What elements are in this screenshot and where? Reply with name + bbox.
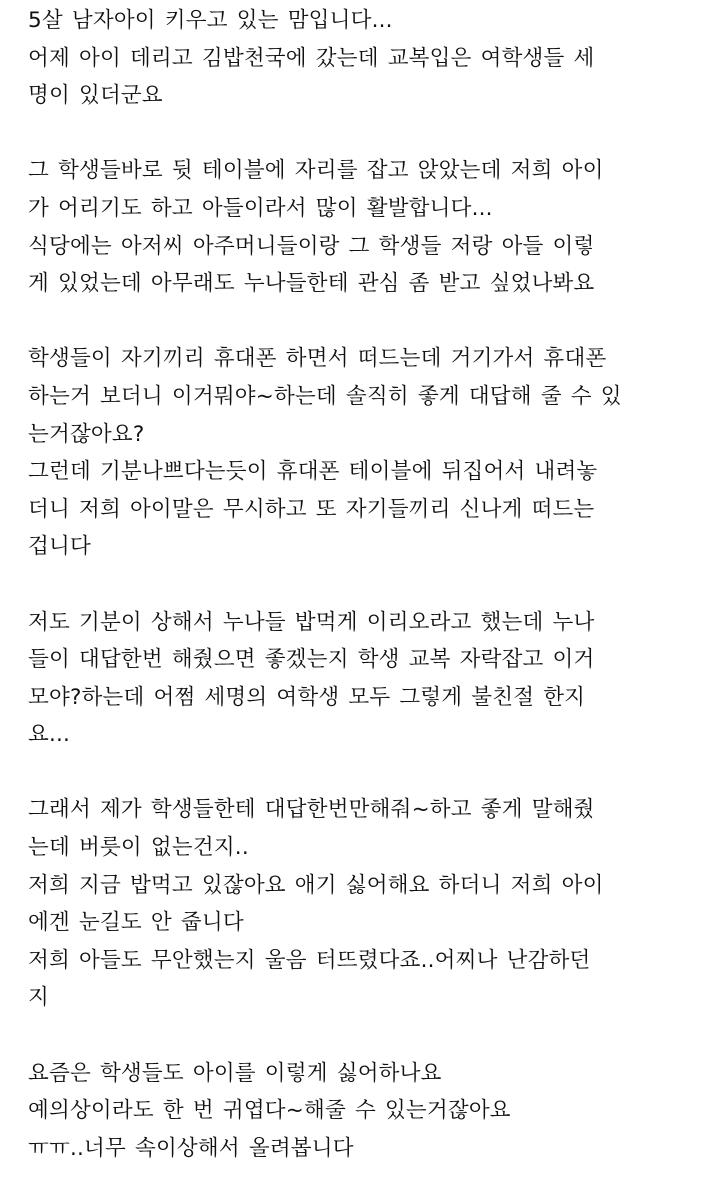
text-line: 지 — [28, 985, 49, 1011]
paragraph-spacer — [28, 754, 708, 792]
paragraph-spacer — [28, 1017, 708, 1055]
text-line: 저도 기분이 상해서 누나들 밥먹게 이리오라고 했는데 누나 — [28, 609, 595, 635]
text-line: 가 어리기도 하고 아들이라서 많이 활발합니다... — [28, 195, 493, 221]
paragraph-request — [28, 791, 708, 1017]
text-line: 는거잖아요? — [28, 421, 145, 447]
paragraph-intro — [28, 2, 708, 115]
text-line: 예의상이라도 한 번 귀엽다~해줄 수 있는거잖아요 — [28, 1098, 511, 1124]
text-line: 식당에는 아저씨 아주머니들이랑 그 학생들 저랑 아들 이렇 — [28, 233, 595, 259]
text-line: 게 있었는데 아무래도 누나들한테 관심 좀 받고 싶었나봐요 — [28, 271, 595, 297]
text-line: 겁니다 — [28, 534, 91, 560]
text-line: 더니 저희 아이말은 무시하고 또 자기들끼리 신나게 떠드는 — [28, 496, 595, 522]
paragraph-phone — [28, 340, 708, 566]
text-line: 명이 있더군요 — [28, 83, 163, 109]
text-line: 그 학생들바로 뒷 테이블에 자리를 잡고 앉았는데 저희 아이 — [28, 158, 604, 184]
paragraph-spacer — [28, 115, 708, 153]
text-line: 하는거 보더니 이거뭐야~하는데 솔직히 좋게 대답해 줄 수 있 — [28, 383, 622, 409]
text-line: 요즘은 학생들도 아이를 이렇게 싫어하나요 — [28, 1060, 442, 1086]
text-line: 5살 남자아이 키우고 있는 맘입니다... — [28, 8, 393, 33]
text-line: 모야?하는데 어쩜 세명의 여학생 모두 그렇게 불친절 한지 — [28, 684, 586, 710]
text-line: 학생들이 자기끼리 휴대폰 하면서 떠드는데 거기가서 휴대폰 — [28, 346, 607, 372]
text-line: ㅠㅠ..너무 속이상해서 올려봅니다 — [28, 1135, 354, 1161]
paragraph-restaurant — [28, 152, 708, 302]
text-line: 그래서 제가 학생들한테 대답한번만해줘~하고 좋게 말해줬 — [28, 797, 595, 823]
text-line: 저희 지금 밥먹고 있잖아요 애기 싫어해요 하더니 저희 아이 — [28, 872, 604, 898]
paragraph-spacer — [28, 303, 708, 341]
text-line: 들이 대답한번 해줬으면 좋겠는지 학생 교복 자락잡고 이거 — [28, 647, 595, 673]
text-line: 는데 버릇이 없는건지.. — [28, 835, 249, 861]
text-line: 요... — [28, 722, 71, 748]
text-line: 저희 아들도 무안했는지 울음 터뜨렸다죠..어찌나 난감하던 — [28, 947, 591, 973]
paragraph-closing — [28, 1055, 708, 1168]
paragraph-spacer — [28, 566, 708, 604]
post-body — [28, 2, 708, 1167]
paragraph-uniform — [28, 604, 708, 754]
text-line: 에겐 눈길도 안 줍니다 — [28, 910, 244, 936]
text-line: 어제 아이 데리고 김밥천국에 갔는데 교복입은 여학생들 세 — [28, 45, 595, 71]
text-line: 그런데 기분나쁘다는듯이 휴대폰 테이블에 뒤집어서 내려놓 — [28, 459, 598, 485]
